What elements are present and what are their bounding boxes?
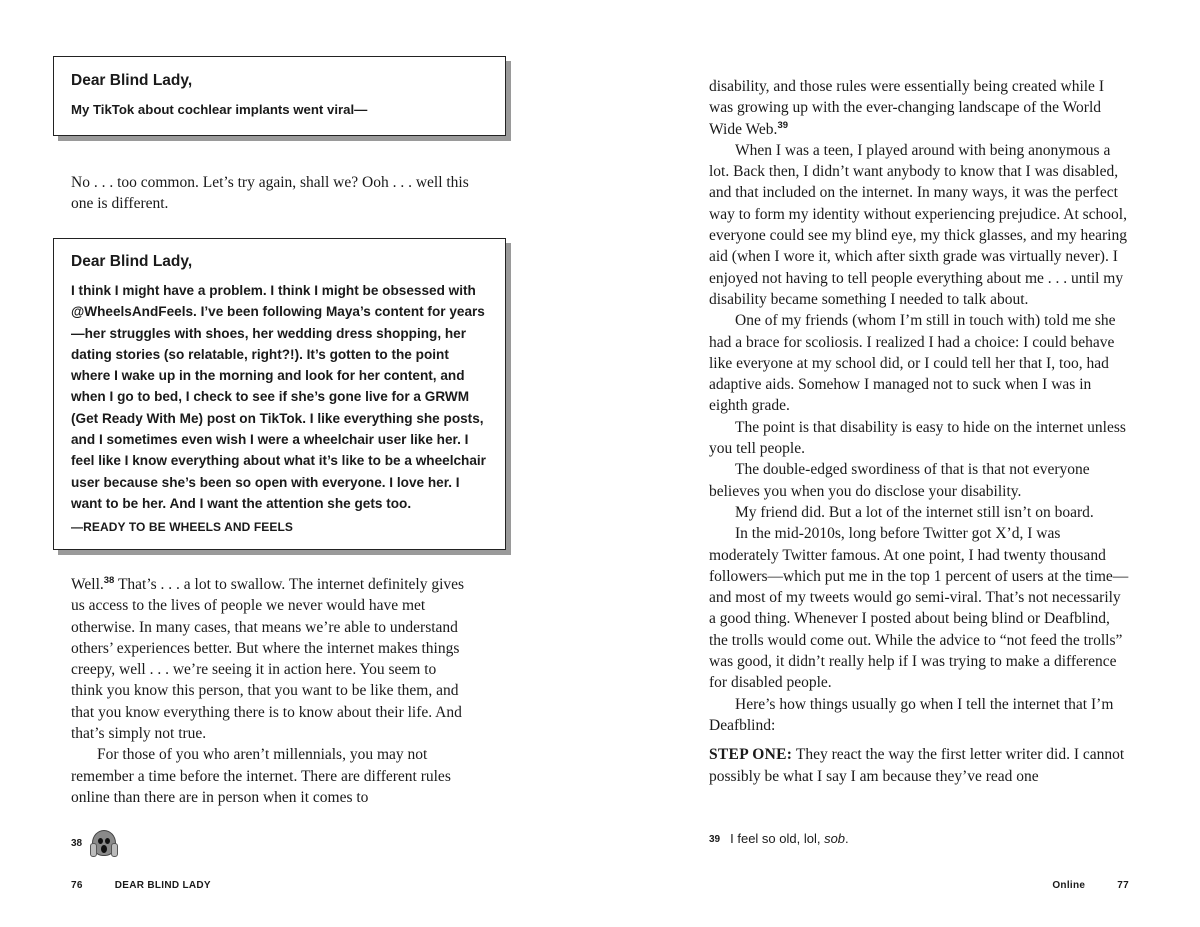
footnote-ref-38[interactable]: 38 [103,574,115,586]
continued-paragraph [709,76,1129,140]
millennials-paragraph: For those of you who aren’t millennials, you may not remember a time before the internet. There are different rules online than there are in person when it comes to [71,746,451,806]
letter-body: I think I might have a problem. I think I might be obsessed with @WheelsAndFeels. I’ve been following Maya’s content for years—her struggles with shoes, her wedding dress shopping, her dating stories (so relatable, right?!). It’s gotten to the point where I wake up in the morning and look for her content, and when I go to bed, I check to see if she’s gone live for a GRWM (Get Ready With Me) post on TikTok. I like everything she posts, and I sometimes even wish I were a wheelchair user like her. I feel like I know everything about what it’s like to be a wheelchair user because she’s been so open with everyone. I love her. I want to be her. And I want the attention she gets too. [71,283,486,511]
body-paragraph: When I was a teen, I played around with being anonymous a lot. Back then, I didn’t want anybody to know that I was disabled, and that included on the internet. In many ways, it was the perfect way to form my identity without experiencing prejudice. At school, everyone could see my blind eye, my thick glasses, and my hearing aid (when I wore it, which after sixth grade was virtually never). I enjoyed not having to tell people everything about me . . . until my disability became something I needed to talk about. [709,141,1127,308]
intro-paragraph: No . . . too common. Let’s try again, shall we? Ooh . . . well this one is different. [71,174,469,213]
footnote-number: 38 [71,837,83,849]
body-paragraph: My friend did. But a lot of the internet still isn’t on board. [735,503,1094,521]
section-title: Online [1052,880,1086,891]
letter-salutation: Dear Blind Lady, [71,72,193,89]
letter-box-2 [53,238,506,550]
body-paragraph: Here’s how things usually go when I tell the internet that I’m Deafblind: [709,695,1114,734]
footnote-text-end: . [845,831,849,846]
body-paragraph: One of my friends (whom I’m still in touch with) told me she had a brace for scoliosis. I realized I had a choice: I could behave like everyone at my school did, or I could tell her that I, too, had adaptive aids. Somehow I managed not to suck when I was in eighth grade. [709,312,1116,415]
left-running-footer [71,880,211,891]
well-paragraph [71,574,471,744]
footnote-ref-39[interactable]: 39 [777,119,789,131]
screaming-face-emoji-icon [92,830,116,856]
footnote-38 [71,830,116,856]
step-one-text: They react the way the first letter writer did. I cannot possibly be what I say I am because they’ve read one [709,746,1125,785]
footnote-number: 39 [709,834,721,845]
step-one-paragraph [709,744,1129,787]
footnote-text-em: sob [824,831,846,846]
book-title: DEAR BLIND LADY [114,880,211,891]
page-number: 77 [1117,880,1129,891]
letter-box-1 [53,56,506,136]
well-start: Well. [71,576,104,593]
right-running-footer [1052,880,1129,891]
letter-body: My TikTok about cochlear implants went viral— [71,102,368,117]
body-paragraph: The point is that disability is easy to hide on the internet unless you tell people. [709,418,1126,458]
letter-salutation: Dear Blind Lady, [71,253,193,270]
right-body-text [709,76,1129,787]
right-page [600,0,1200,927]
footnote-39 [709,831,849,846]
page-number: 76 [71,880,83,891]
step-one-label: STEP ONE: [709,746,793,764]
continued-text: disability, and those rules were essentially being created while I was growing up with the ever-changing landscape of the World Wide Web. [709,78,1104,138]
letter-signature: —READY TO BE WHEELS AND FEELS [71,520,294,535]
well-rest: That’s . . . a lot to swallow. The internet definitely gives us access to the lives of people we never would have met otherwise. In many cases, that means we’re able to understand others’ experiences better. But where the internet makes things creepy, well . . . we’re seeing it in action here. You seem to think you know this person, that you want to be like them, and that you know everything there is to know about their life. And that’s simply not true. [71,576,465,743]
body-paragraph: The double-edged swordiness of that is that not everyone believes you when you do disclose your disability. [709,461,1090,500]
body-paragraph: In the mid-2010s, long before Twitter got X’d, I was moderately Twitter famous. At one point, I had twenty thousand followers—which put me in the top 1 percent of users at the time—and most of my tweets would go semi-viral. That’s not necessarily a good thing. Whenever I posted about being blind or Deafblind, the trolls would come out. While the advice to “not feed the trolls” was good, it didn’t really help if I was trying to make a difference for disabled people. [709,525,1129,692]
footnote-text-start: I feel so old, lol, [730,831,825,846]
response-text [71,574,471,808]
